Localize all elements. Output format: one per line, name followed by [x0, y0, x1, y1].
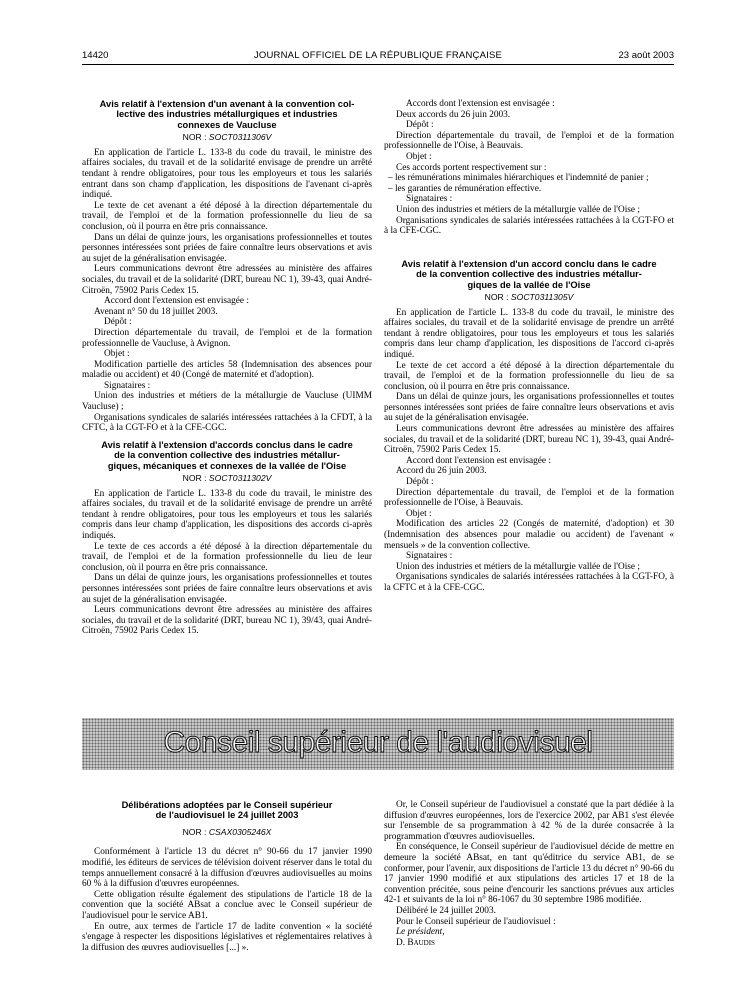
paragraph: Union des industries et métiers de la métallurgie vallée de l'Oise ; — [396, 204, 640, 215]
list-item: – les garanties de rémunération effective. — [388, 183, 542, 194]
notice-oise-accord — [384, 259, 674, 594]
left-column-bottom — [82, 800, 372, 953]
page-number: 14420 — [82, 50, 109, 61]
section-heading: Dépôt : — [104, 317, 132, 328]
paragraph: Modification des articles 22 (Congés de maternité, d'adoption) et 30 (Indemnisation des absences pour maladie ou accident) de l'avenant « mensuels » de la convention collective. — [384, 519, 674, 551]
section-heading: Signataires : — [406, 194, 453, 205]
section-heading: Dépôt : — [406, 120, 434, 131]
notice-title: Avis relatif à l'extension d'un avenant à la convention col- lective des industries métallurgiques et industries connexes de Vaucluse — [99, 99, 355, 130]
paragraph: En application de l'article L. 133-8 du code du travail, le ministre des affaires sociales, du travail et de la solidarité envisage de prendre un arrêté tendant à rendre obligatoires, pour tous les employeurs et tous les salariés compris dans leur champ d'application, les dispositions de l'accord ci-après indiqué. — [384, 307, 674, 360]
signature-title: Le président, — [396, 927, 445, 938]
paragraph: Organisations syndicales de salariés intéressées rattachées à la CGT-FO et à la CFE-CGC. — [384, 215, 674, 237]
paragraph: Le texte de cet accord a été déposé à la direction départementale du travail, de l'emploi et de la formation professionnelle du lieu de sa conclusion, où il pourra en être pris connaissance. — [384, 360, 674, 392]
list-item: – les rémunérations minimales hiérarchiques et l'indemnité de panier ; — [388, 173, 649, 184]
section-heading: Accords dont l'extension est envisagée : — [406, 99, 555, 109]
notice-title: Avis relatif à l'extension d'accords conclus dans le cadre de la convention collective des industries métallur- giques, mécaniques et connexes de la vallée de l'Oise — [101, 439, 353, 471]
paragraph: Direction départementale du travail, de l'emploi et de la formation professionnelle de Vaucluse, à Avignon. — [82, 327, 372, 349]
paragraph: Direction départementale du travail, de l'emploi et de la formation professionnelle de l'Oise, à Beauvais. — [384, 487, 674, 509]
notice-title: Avis relatif à l'extension d'un accord conclu dans le cadre de la convention collective des industries métallur- giques de la vallée de l'Oise — [401, 258, 657, 290]
section-banner — [82, 718, 674, 770]
paragraph: Le texte de ces accords a été déposé à la direction départementale du travail, de l'emploi et de la formation professionnelle du lieu de leur conclusion, où il pourra en être pris connaissance. — [82, 541, 372, 573]
publication-date: 23 août 2003 — [618, 50, 674, 61]
section-heading: Accord dont l'extension est envisagée : — [104, 296, 249, 307]
paragraph: Leurs communications devront être adressées au ministère des affaires sociales, du travail et de la solidarité (DRT, bureau NC 1), 39-43, quai André-Citroën, 75902 Paris Cedex 15. — [82, 264, 372, 296]
paragraph: Délibéré le 24 juillet 2003. — [396, 905, 496, 916]
deliberation-title: Délibérations adoptées par le Conseil supérieur de l'audiovisuel le 24 juillet 2003 — [121, 800, 333, 821]
nor-reference: NOR : SOCT0311302V — [182, 473, 272, 484]
banner-title: Conseil supérieur de l'audiovisuel — [163, 726, 593, 759]
section-heading: Objet : — [104, 349, 130, 360]
signatory-name: D. Baudis — [396, 937, 435, 948]
section-heading: Signataires : — [104, 380, 151, 391]
left-column-top — [82, 99, 372, 637]
section-heading: Objet : — [406, 508, 432, 519]
paragraph: Union des industries et métiers de la métallurgie de Vaucluse (UIMM Vaucluse) ; — [82, 391, 372, 413]
paragraph: Leurs communications devront être adressées au ministère des affaires sociales, du travail et de la solidarité (DRT, bureau NC 1), 39/43, quai André-Citroën, 75902 Paris Cedex 15. — [82, 605, 372, 637]
paragraph: Avenant n° 50 du 18 juillet 2003. — [94, 306, 218, 317]
paragraph: Le texte de cet avenant a été déposé à la direction départementale du travail, de l'emploi et de la formation professionnelle du lieu de sa conclusion, où il pourra en être pris connaissance. — [82, 200, 372, 232]
paragraph: Modification partielle des articles 58 (Indemnisation des absences pour maladie ou accident) et 40 (Congé de maternité et d'adoption). — [82, 359, 372, 381]
paragraph: En outre, aux termes de l'article 17 de ladite convention « la société s'engage à respecter les dispositions législatives et réglementaires relatives à la diffusion des œuvres audiovisuelles [...] ». — [82, 921, 372, 953]
right-column-top — [384, 99, 674, 594]
paragraph: Leurs communications devront être adressées au ministère des affaires sociales, du travail et de la solidarité (DRT, bureau NC 1), 39-43, quai André-Citroën, 75902 Paris Cedex 15. — [384, 424, 674, 456]
journal-title: JOURNAL OFFICIEL DE LA RÉPUBLIQUE FRANÇAISE — [253, 50, 503, 61]
header-rule — [82, 64, 674, 65]
notice-oise-accords-continued — [384, 99, 674, 237]
paragraph: En application de l'article L. 133-8 du code du travail, le ministre des affaires sociales, du travail et de la solidarité envisage de prendre un arrêté tendant à rendre obligatoires, pour tous les employeurs et tous les salariés entrant dans son champ d'application, les dispositions de l'avenant ci-après indiqué. — [82, 147, 372, 201]
paragraph: Or, le Conseil supérieur de l'audiovisuel a constaté que la part dédiée à la diffusion d'œuvres européennes, lors de l'exercice 2002, par AB1 s'est élevée sur l'ensemble de sa programmation à 42 % de la durée consacrée à la programmation d'œuvres audiovisuelles. — [384, 800, 674, 842]
signature-line: Pour le Conseil supérieur de l'audiovisuel : — [396, 916, 556, 927]
section-heading: Dépôt : — [406, 477, 434, 488]
paragraph: Accord du 26 juin 2003. — [396, 466, 487, 477]
section-heading: Signataires : — [406, 551, 453, 562]
paragraph: Dans un délai de quinze jours, les organisations professionnelles et toutes personnes intéressées sont priées de faire connaître leurs observations et avis au sujet de la généralisation envisagée. — [384, 392, 674, 424]
paragraph: Ces accords portent respectivement sur : — [396, 162, 547, 173]
nor-reference: NOR : SOCT0311305V — [484, 291, 574, 302]
paragraph: Organisations syndicales de salariés intéressées rattachées à la CGT-FO, à la CFTC et à la CFE-CGC. — [384, 572, 674, 593]
paragraph: Conformément à l'article 13 du décret n° 90-66 du 17 janvier 1990 modifié, les éditeurs de services de télévision doivent réserver dans le total du temps annuellement consacré à la diffusion d'œuvres audiovisuelles au moins 60 % à la diffusion d'œuvres européennes. — [82, 847, 372, 890]
paragraph: Union des industries et métiers de la métallurgie vallée de l'Oise ; — [396, 561, 640, 572]
paragraph: En conséquence, le Conseil supérieur de l'audiovisuel décide de mettre en demeure la société ABsat, en tant qu'éditrice du service AB1, de se conformer, pour l'avenir, aux dispositions de l'article 13 du décret n° 90-66 du 17 janvier 1990 modifié et aux stipulations des articles 17 et 18 de la convention précitée, sous peine d'encourir les sanctions prévues aux articles 42-1 et suivants de la loi n° 86-1067 du 30 septembre 1986 modifiée. — [384, 842, 674, 906]
nor-reference: NOR : CSAX0305246X — [182, 826, 272, 837]
right-column-bottom — [384, 800, 674, 948]
section-heading: Accord dont l'extension est envisagée : — [406, 455, 551, 466]
page-header — [82, 48, 674, 64]
paragraph: Dans un délai de quinze jours, les organisations professionnelles et toutes personnes intéressées sont priées de faire connaître leurs observations et avis au sujet de la généralisation envisagée. — [82, 573, 372, 605]
paragraph: Organisations syndicales de salariés intéressées rattachées à la CFDT, à la CFTC, à la CGT-FO et à la CFE-CGC. — [82, 412, 372, 434]
notice-oise-accords — [82, 440, 372, 637]
paragraph: Cette obligation résulte également des stipulations de l'article 18 de la convention que la société ABsat a conclue avec le Conseil supérieur de l'audiovisuel pour le service AB1. — [82, 889, 372, 921]
paragraph: Deux accords du 26 juin 2003. — [396, 109, 511, 120]
paragraph: Direction départementale du travail, de l'emploi et de la formation professionnelle de l'Oise, à Beauvais. — [384, 130, 674, 152]
notice-vaucluse — [82, 99, 372, 434]
nor-reference: NOR : SOCT0311306V — [182, 132, 272, 143]
section-heading: Objet : — [406, 151, 432, 162]
paragraph: En application de l'article L. 133-8 du code du travail, le ministre des affaires sociales, du travail et de la solidarité envisage de prendre un arrêté tendant à rendre obligatoires, pour tous les employeurs et tous les salariés compris dans leur champ d'application, les dispositions des accords ci-après indiqués. — [82, 488, 372, 542]
paragraph: Dans un délai de quinze jours, les organisations professionnelles et toutes personnes intéressées sont priées de faire connaître leurs observations et avis au sujet de la généralisation envisagée. — [82, 232, 372, 264]
